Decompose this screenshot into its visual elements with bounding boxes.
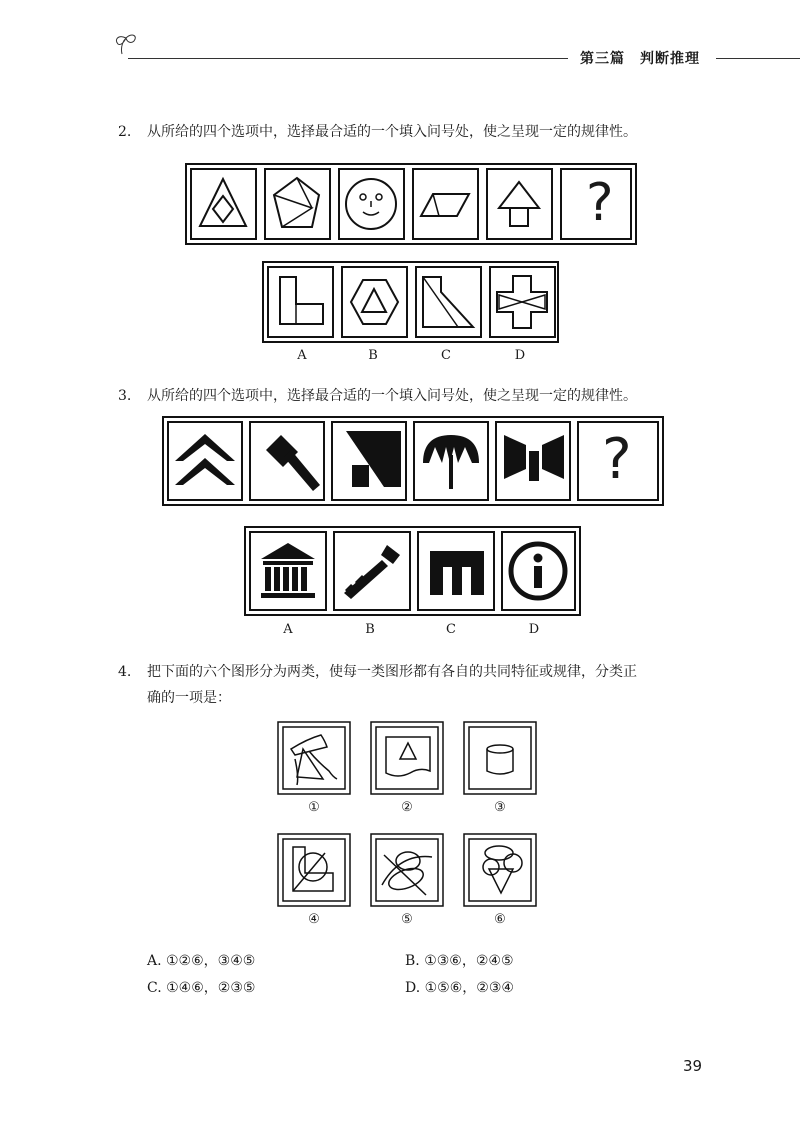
q4-label-1: ①: [308, 800, 320, 815]
header-rule-right: [716, 58, 800, 59]
q4-label-2: ②: [401, 800, 413, 815]
page-number: 39: [683, 1057, 703, 1075]
q2-cell-5: [487, 169, 552, 239]
q2-option-a-figure[interactable]: [268, 267, 333, 337]
q4-figure-1: [277, 721, 351, 795]
q3-question-mark: ?: [602, 427, 632, 492]
q2-option-b-figure[interactable]: [342, 267, 407, 337]
q4-answer-a[interactable]: A. ①②⑥，③④⑤: [147, 953, 256, 969]
header-title: 第三篇 判断推理: [580, 51, 700, 67]
q2-option-d-figure[interactable]: [490, 267, 555, 337]
q3-cell-3: [332, 422, 406, 500]
q4-label-3: ③: [494, 800, 506, 815]
q2-option-d-label: D: [514, 348, 526, 363]
q2-cell-2: [265, 169, 330, 239]
q2-text: 从所给的四个选项中，选择最合适的一个填入问号处，使之呈现一定的规律性。: [147, 124, 637, 140]
q4-figure-5: [370, 833, 444, 907]
q4-label-6: ⑥: [494, 912, 506, 927]
q3-option-d-figure[interactable]: [502, 532, 575, 610]
q4-figure-4: [277, 833, 351, 907]
q2-number: 2.: [118, 124, 132, 140]
q4-figure-6: [463, 833, 537, 907]
header-rule-left: [128, 58, 568, 59]
q4-number: 4.: [118, 664, 132, 680]
q3-option-a-figure[interactable]: [250, 532, 326, 610]
q3-option-b-label: B: [365, 622, 375, 637]
q2-cell-4: [413, 169, 478, 239]
q2-option-a-label: A: [297, 348, 307, 363]
q2-options-strip: [263, 262, 558, 342]
q3-option-c-figure[interactable]: [418, 532, 494, 610]
q3-cell-4: [414, 422, 488, 500]
q3-cell-5: [496, 422, 570, 500]
q3-cell-2: [250, 422, 324, 500]
q2-option-c-figure[interactable]: [416, 267, 481, 337]
q4-answer-d[interactable]: D. ①⑤⑥，②③④: [405, 980, 514, 996]
q4-figure-3: [463, 721, 537, 795]
q3-option-d-label: D: [528, 622, 540, 637]
q4-text-line2: 确的一项是：: [147, 690, 231, 706]
q4-label-4: ④: [308, 912, 320, 927]
q2-option-c-label: C: [441, 348, 451, 363]
q3-cell-1: [168, 422, 242, 500]
q2-cell-3: [339, 169, 404, 239]
q3-text: 从所给的四个选项中，选择最合适的一个填入问号处，使之呈现一定的规律性。: [147, 388, 637, 404]
q3-number: 3.: [118, 388, 132, 404]
q2-question-strip: [186, 164, 636, 244]
q3-options-strip: [245, 527, 580, 615]
q4-text-line1: 把下面的六个图形分为两类，使每一类图形都有各自的共同特征或规律，分类正: [147, 664, 637, 680]
q2-question-mark: ?: [586, 173, 614, 233]
q3-option-a-label: A: [283, 622, 293, 637]
q3-question-strip: [163, 417, 663, 505]
q4-label-5: ⑤: [401, 912, 413, 927]
q4-answer-c[interactable]: C. ①④⑥，②③⑤: [147, 980, 256, 996]
q2-option-b-label: B: [368, 348, 378, 363]
q3-option-b-figure[interactable]: [334, 532, 410, 610]
q2-cell-1: [191, 169, 256, 239]
q3-option-c-label: C: [446, 622, 456, 637]
q4-figure-2: [370, 721, 444, 795]
q4-answer-b[interactable]: B. ①③⑥，②④⑤: [405, 953, 514, 969]
